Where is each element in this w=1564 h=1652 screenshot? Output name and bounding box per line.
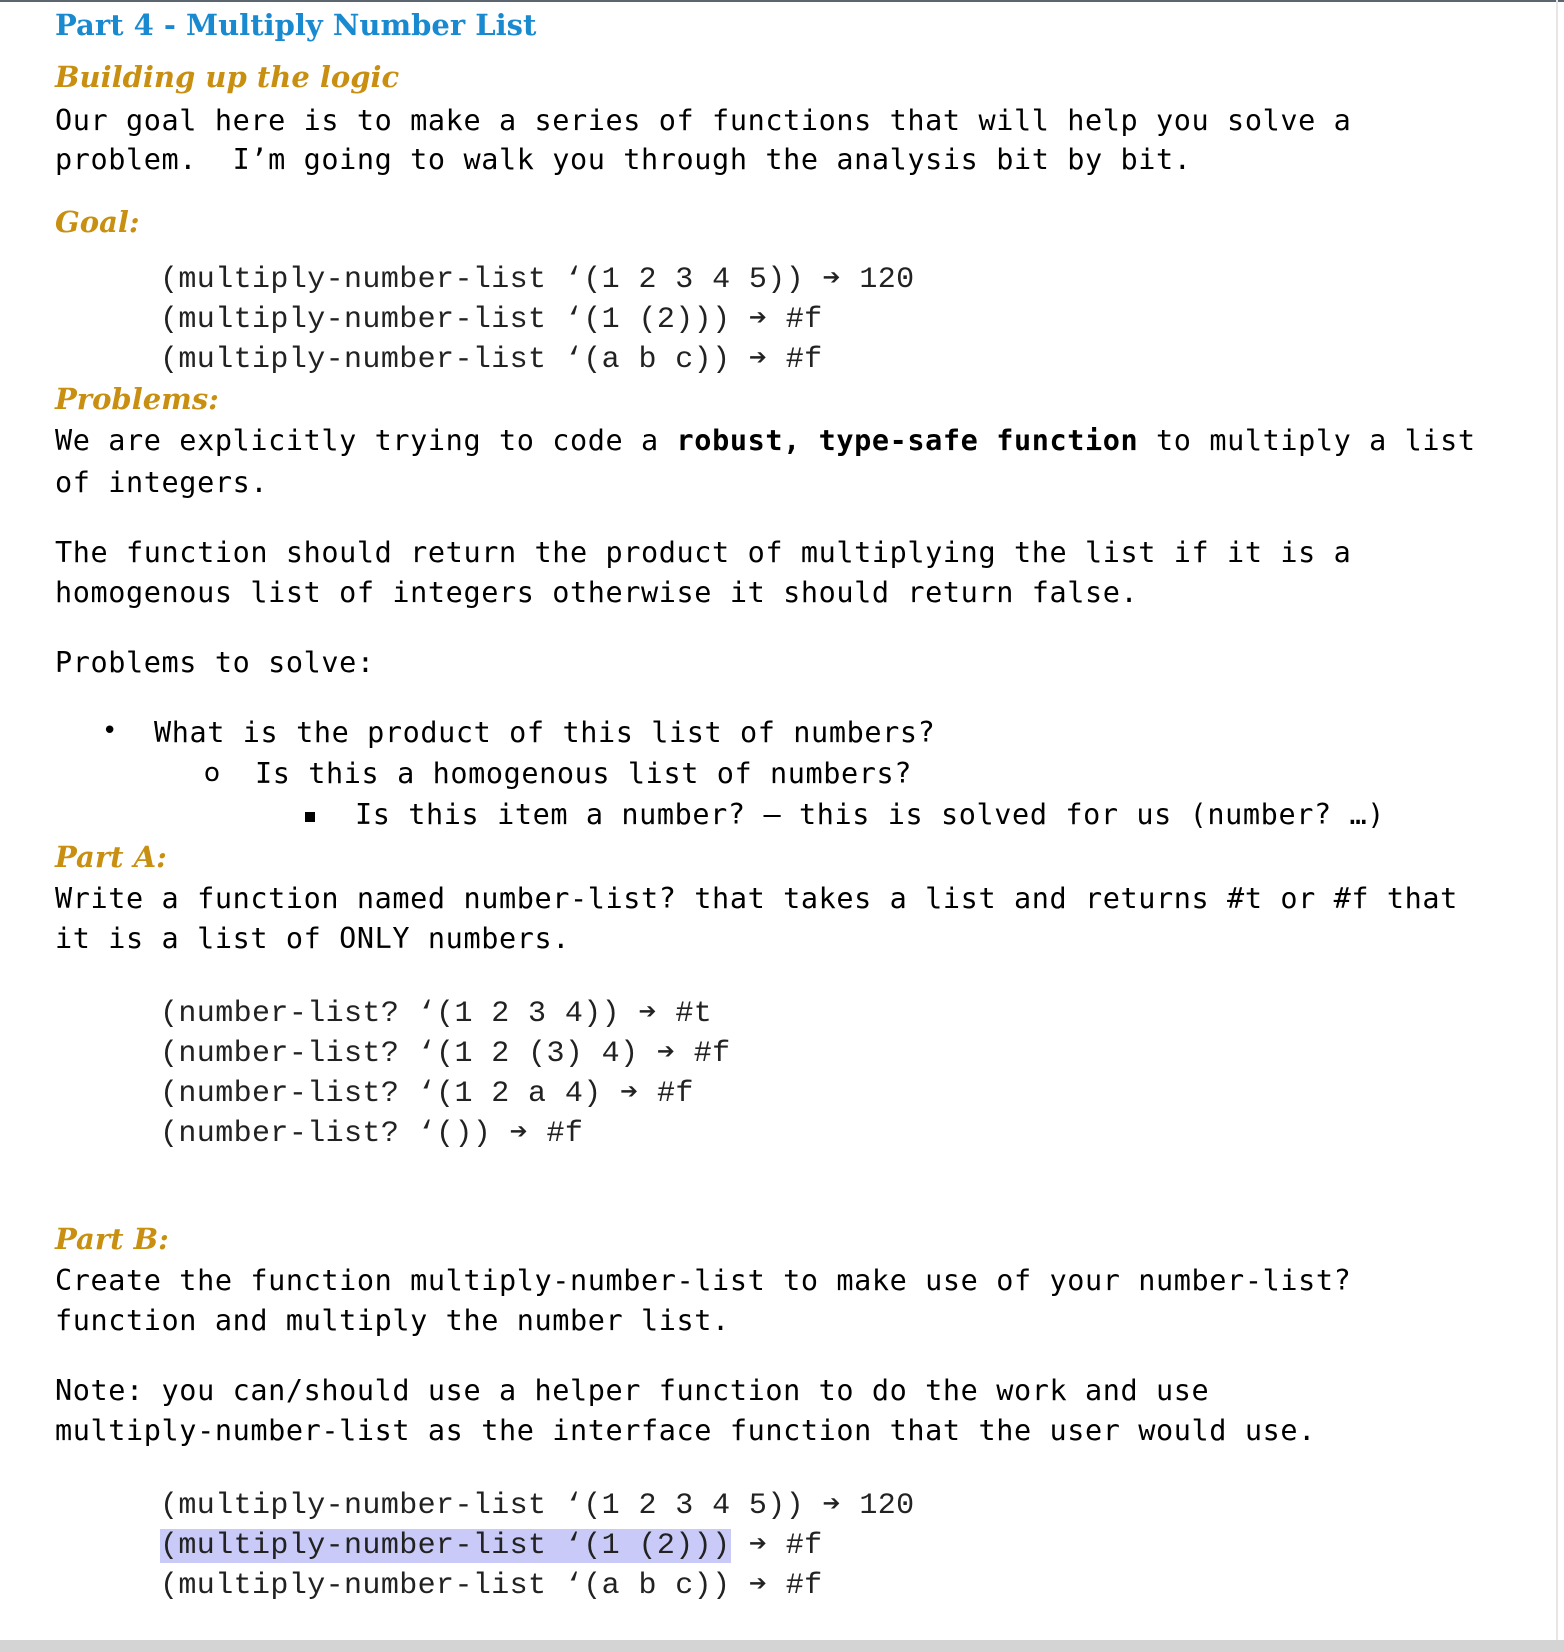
- goal-example-1: (multiply-number-list ‘(1 2 3 4 5)) ➔ 120: [160, 263, 915, 297]
- part-a-example-4: (number-list? ‘()) ➔ #f: [160, 1117, 584, 1151]
- part-b-text-line-2: function and multiply the number list.: [55, 1304, 730, 1337]
- part-a-heading: Part A:: [55, 840, 167, 874]
- part-a-text-line-1: Write a function named number-list? that takes a list and returns #t or #f that: [55, 882, 1458, 915]
- top-border: [0, 0, 1564, 2]
- building-heading: Building up the logic: [55, 60, 400, 94]
- goal-example-2: (multiply-number-list ‘(1 (2))) ➔ #f: [160, 303, 823, 337]
- bullet-disc-icon: •: [102, 716, 118, 746]
- part-a-example-2: (number-list? ‘(1 2 (3) 4) ➔ #f: [160, 1037, 731, 1071]
- building-text-line-1: Our goal here is to make a series of functions that will help you solve a: [55, 104, 1352, 137]
- part-a-example-1: (number-list? ‘(1 2 3 4)) ➔ #t: [160, 997, 713, 1031]
- problems-paragraph-1-line-1: We are explicitly trying to code a robust, type-safe function to multiply a list: [55, 424, 1476, 457]
- bullet-square-icon: [305, 812, 315, 822]
- bullet-item-2: Is this a homogenous list of numbers?: [255, 757, 913, 790]
- part-b-text-line-1: Create the function multiply-number-list to make use of your number-list?: [55, 1264, 1352, 1297]
- part-b-note-line-2: multiply-number-list as the interface function that the user would use.: [55, 1414, 1316, 1447]
- part-b-example-2: (multiply-number-list ‘(1 (2))) ➔ #f: [160, 1529, 823, 1563]
- part-a-text-line-2: it is a list of ONLY numbers.: [55, 922, 570, 955]
- problems-bold-phrase: robust, type-safe function: [676, 424, 1139, 457]
- part-b-heading: Part B:: [55, 1222, 169, 1256]
- part-a-example-3: (number-list? ‘(1 2 a 4) ➔ #f: [160, 1077, 694, 1111]
- bullet-circle-icon: o: [204, 758, 220, 788]
- problems-heading: Problems:: [55, 382, 219, 416]
- part-b-example-1: (multiply-number-list ‘(1 2 3 4 5)) ➔ 120: [160, 1489, 915, 1523]
- page-title: Part 4 - Multiply Number List: [55, 8, 537, 42]
- highlighted-selection: (multiply-number-list ‘(1 (2))): [160, 1529, 731, 1563]
- part-b-example-3: (multiply-number-list ‘(a b c)) ➔ #f: [160, 1569, 823, 1603]
- bullet-item-1: What is the product of this list of numbers?: [154, 716, 936, 749]
- problems-to-solve-label: Problems to solve:: [55, 646, 375, 679]
- problems-paragraph-2-line-1: The function should return the product of multiplying the list if it is a: [55, 536, 1352, 569]
- right-border: [1556, 0, 1558, 1640]
- problems-paragraph-2-line-2: homogenous list of integers otherwise it should return false.: [55, 576, 1139, 609]
- problems-paragraph-1-line-2: of integers.: [55, 466, 269, 499]
- bottom-scroll-edge: [0, 1640, 1564, 1652]
- building-text-line-2: problem. I’m going to walk you through the analysis bit by bit.: [55, 143, 1192, 176]
- bullet-item-3: Is this item a number? – this is solved for us (number? …): [355, 798, 1385, 831]
- part-b-note-line-1: Note: you can/should use a helper function to do the work and use: [55, 1374, 1210, 1407]
- goal-heading: Goal:: [55, 205, 140, 239]
- goal-example-3: (multiply-number-list ‘(a b c)) ➔ #f: [160, 343, 823, 377]
